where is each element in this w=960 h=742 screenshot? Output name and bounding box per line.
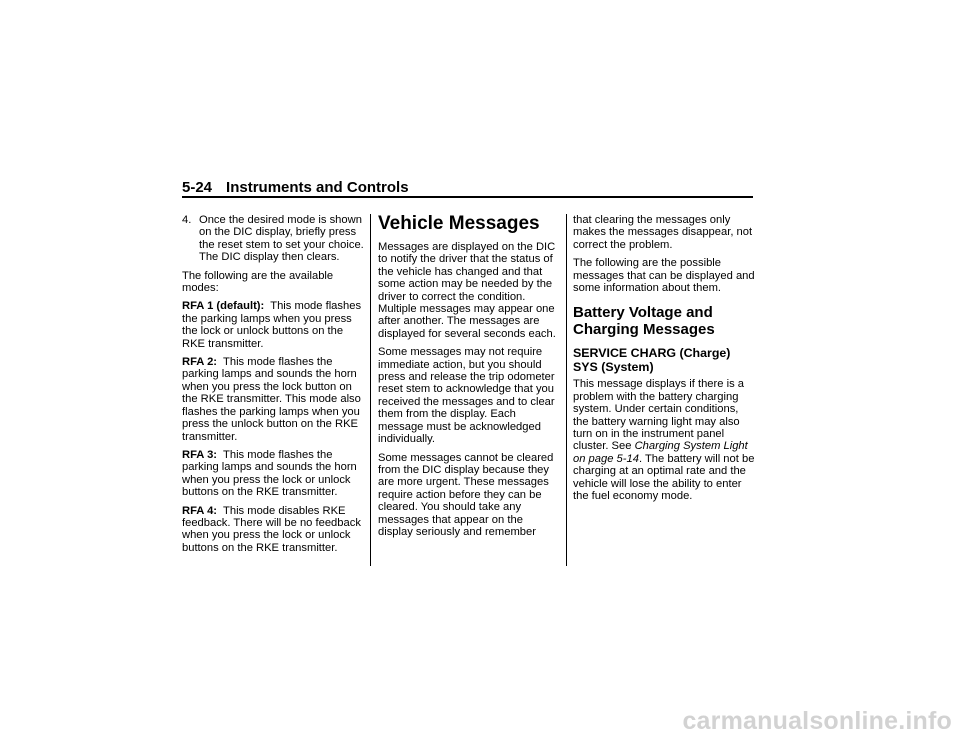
paragraph: Some messages cannot be cleared from the DIC display because they are more urgent. These messages require action before they can be cleared. You should take any messages that appear on the display seriously and remember — [378, 451, 554, 538]
mode-description: This mode flashes the parking lamps and sounds the horn when you press the lock button on the RKE transmitter. This mode also flashes the parking lamps when you press the unlock button on the RKE transmitter. — [182, 356, 361, 443]
section-title: Instruments and Controls — [226, 179, 409, 196]
mode-term: RFA 4: — [182, 504, 218, 517]
mode-description: This mode flashes the parking lamps when you press the lock or unlock buttons on the RKE transmitter. — [182, 300, 362, 350]
header-rule — [182, 196, 753, 198]
paragraph — [573, 378, 755, 502]
watermark: carmanualsonline.info — [682, 707, 952, 735]
step-text: Once the desired mode is shown on the DIC display, briefly press the reset stem to set your choice. The DIC display then clears. — [199, 214, 364, 264]
paragraph-text: . The battery will not be charging at an optimal rate and the vehicle will lose the ability to enter the fuel economy mode. — [573, 452, 755, 503]
mode-rfa4 — [182, 505, 364, 555]
paragraph: Messages are displayed on the DIC to notify the driver that the status of the vehicle has changed and that some action may be needed by the driver to correct the condition. Multiple messages may appear one after another. The messages are displayed for several seconds each. — [378, 241, 556, 340]
column-divider-2 — [566, 214, 567, 566]
cross-reference-link[interactable]: Charging System Light on page 5-14 — [573, 440, 748, 465]
paragraph: The following are the possible messages that can be displayed and some information about them. — [573, 257, 755, 295]
mode-description: This mode disables RKE feedback. There will be no feedback when you press the lock or unlock buttons on the RKE transmitter. — [182, 504, 361, 554]
paragraph: that clearing the messages only makes the messages disappear, not correct the problem. — [573, 214, 753, 251]
step-number: 4. — [182, 214, 192, 226]
page-number: 5-24 — [182, 179, 213, 196]
paragraph: Some messages may not require immediate action, but you should press and release the trip odometer reset stem to acknowledge that you received the messages and to clear them from the display. Each message must be acknowledged individually. — [378, 346, 555, 446]
modes-intro: The following are the available modes: — [182, 269, 334, 295]
column-2 — [378, 214, 558, 544]
column-divider-1 — [370, 214, 371, 566]
mode-description: This mode flashes the parking lamps and sounds the horn when you press the lock or unlock buttons on the RKE transmitter. — [182, 448, 357, 499]
mode-term: RFA 2: — [182, 356, 218, 369]
mode-rfa2 — [182, 356, 364, 443]
mode-term: RFA 3: — [182, 448, 218, 461]
mode-rfa3 — [182, 449, 364, 499]
paragraph-text: This message displays if there is a problem with the battery charging system. Under certain conditions, the battery warning light may also turn on in the instrument panel cluster. See — [573, 378, 744, 453]
page-header — [182, 179, 753, 197]
section-heading: Vehicle Messages — [378, 213, 540, 234]
message-heading: SERVICE CHARG (Charge) SYS (System) — [573, 346, 731, 375]
mode-term: RFA 1 (default): — [182, 300, 265, 313]
column-1 — [182, 214, 364, 560]
mode-rfa1 — [182, 300, 364, 350]
column-3 — [573, 214, 755, 509]
subsection-heading: Battery Voltage and Charging Messages — [573, 304, 715, 339]
step-4 — [182, 214, 364, 264]
